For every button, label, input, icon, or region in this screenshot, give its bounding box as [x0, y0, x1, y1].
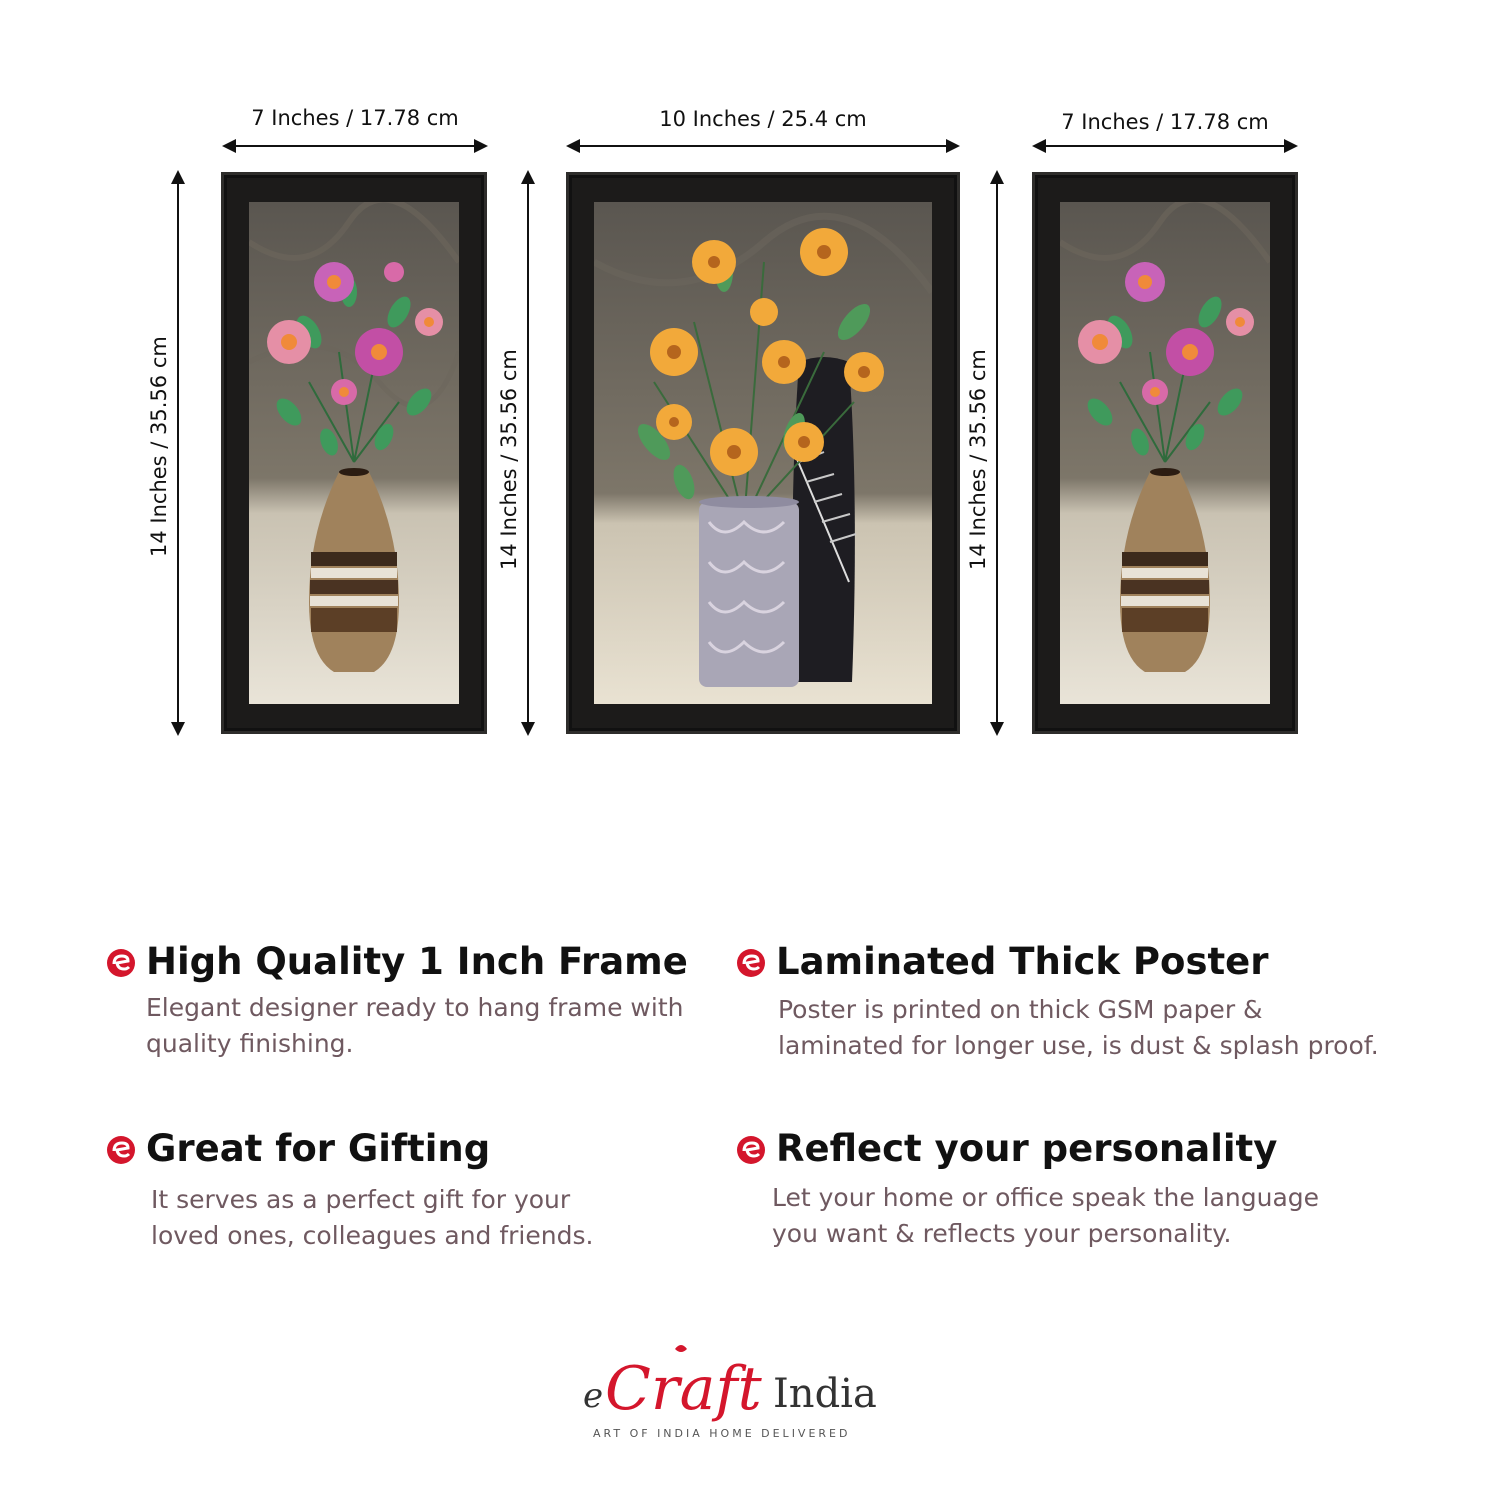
left-frame	[221, 172, 487, 734]
ecraftindia-logo	[575, 1335, 925, 1465]
feature-description: Let your home or office speak the language you want & reflects your personality.	[772, 1183, 1320, 1248]
center-height-arrow	[518, 170, 538, 736]
feature-description: Elegant designer ready to hang frame with quality finishing.	[146, 993, 684, 1058]
bullet-icon	[106, 1135, 136, 1165]
feature-description: Poster is printed on thick GSM paper & laminated for longer use, is dust & splash proof.	[778, 995, 1379, 1060]
left-artwork	[249, 202, 459, 704]
center-height-label: 14 Inches / 35.56 cm	[497, 349, 521, 570]
center-width-label: 10 Inches / 25.4 cm	[659, 107, 867, 131]
left-height-label: 14 Inches / 35.56 cm	[147, 336, 171, 557]
feature-gifting	[106, 1127, 706, 1267]
center-width-arrow	[566, 136, 960, 156]
right-frame	[1032, 172, 1298, 734]
left-height-arrow	[168, 170, 188, 736]
left-width-label: 7 Inches / 17.78 cm	[251, 106, 459, 130]
bullet-icon	[736, 948, 766, 978]
svg-text:Craft: Craft	[605, 1354, 762, 1424]
feature-title: High Quality 1 Inch Frame	[146, 940, 688, 983]
svg-text:e: e	[583, 1376, 604, 1416]
feature-frame-quality	[106, 940, 706, 1080]
brand-tagline: ART OF INDIA HOME DELIVERED	[593, 1427, 851, 1440]
right-height-label: 14 Inches / 35.56 cm	[966, 349, 990, 570]
feature-personality	[736, 1127, 1476, 1267]
right-artwork	[1060, 202, 1270, 704]
right-width-label: 7 Inches / 17.78 cm	[1061, 110, 1269, 134]
svg-text:India: India	[773, 1371, 877, 1417]
feature-title: Great for Gifting	[146, 1127, 491, 1170]
feature-title: Laminated Thick Poster	[776, 940, 1269, 983]
left-width-arrow	[222, 136, 488, 156]
feature-description: It serves as a perfect gift for your loved ones, colleagues and friends.	[151, 1185, 594, 1250]
feature-title: Reflect your personality	[776, 1127, 1278, 1170]
right-width-arrow	[1032, 136, 1298, 156]
right-height-arrow	[987, 170, 1007, 736]
bullet-icon	[736, 1135, 766, 1165]
brand-wordmark	[575, 1335, 925, 1425]
center-artwork	[594, 202, 932, 704]
bullet-icon	[106, 948, 136, 978]
feature-laminated-poster	[736, 940, 1476, 1080]
center-frame	[566, 172, 960, 734]
